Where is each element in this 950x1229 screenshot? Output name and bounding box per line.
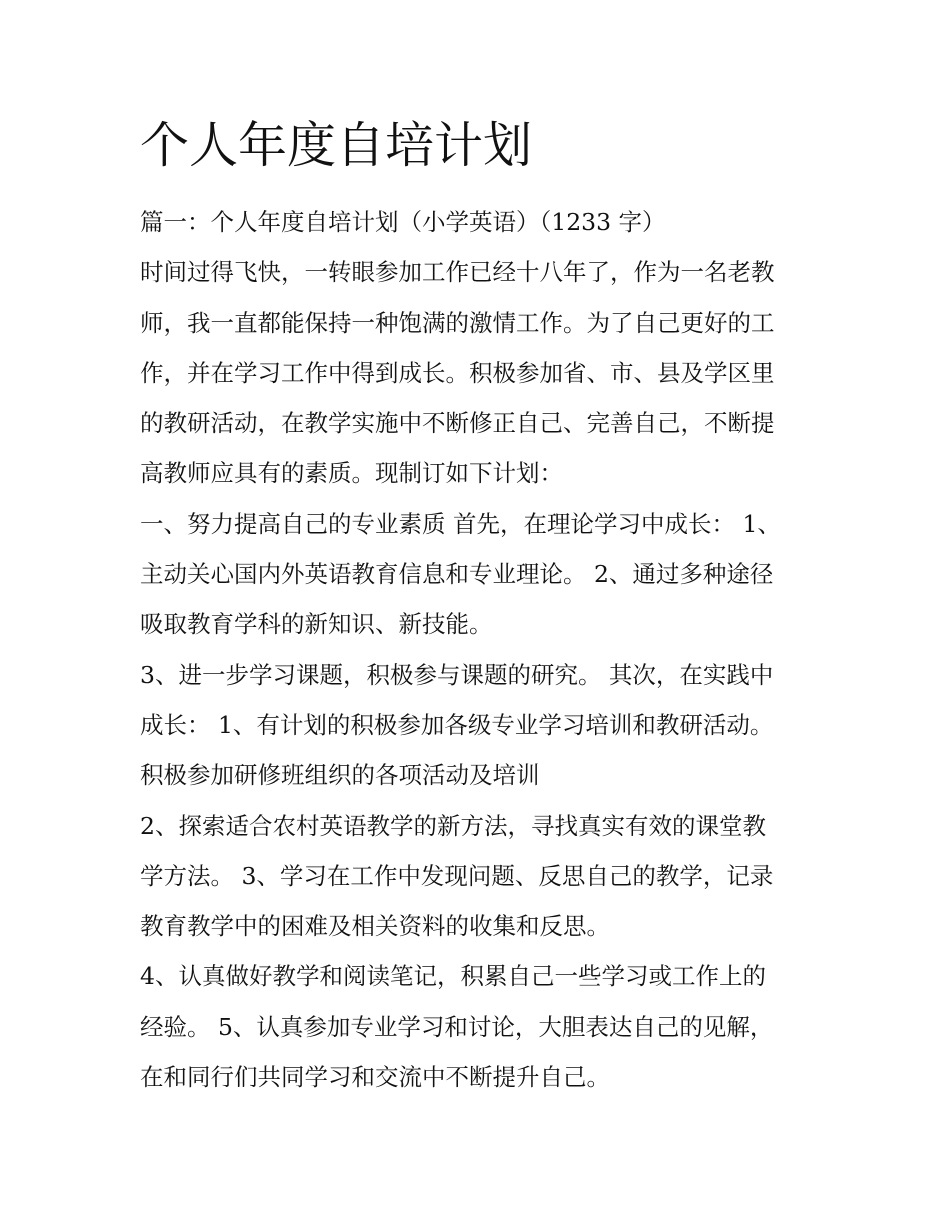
text-line: 一、努力提高自己的专业素质 首先，在理论学习中成长： 1、 (140, 509, 781, 538)
text-line: 师，我一直都能保持一种饱满的激情工作。为了自己更好的工 (140, 308, 775, 337)
text-line: 教育教学中的困难及相关资料的收集和反思。 (140, 912, 610, 941)
text-line: 2、探索适合农村英语教学的新方法，寻找真实有效的课堂教 (140, 811, 766, 840)
text-line: 成长： 1、有计划的积极参加各级专业学习培训和教研活动。 (140, 710, 774, 739)
text-line: 吸取教育学科的新知识、新技能。 (140, 610, 493, 639)
document-body (140, 197, 820, 1102)
text-line: 的教研活动，在教学实施中不断修正自己、完善自己，不断提 (140, 409, 775, 438)
text-line: 学方法。 3、学习在工作中发现问题、反思自己的教学，记录 (140, 861, 774, 890)
document-title: 个人年度自培计划 (140, 117, 533, 174)
text-line: 4、认真做好教学和阅读笔记，积累自己一些学习或工作上的 (140, 962, 766, 991)
text-line: 经验。 5、认真参加专业学习和讨论，大胆表达自己的见解， (140, 1012, 774, 1041)
text-line: 3、进一步学习课题，积极参与课题的研究。 其次，在实践中 (140, 660, 774, 689)
text-line: 高教师应具有的素质。现制订如下计划： (140, 459, 563, 488)
text-line: 篇一：个人年度自培计划（小学英语）（1233 字） (140, 208, 666, 236)
text-line: 作，并在学习工作中得到成长。积极参加省、市、县及学区里 (140, 358, 775, 387)
text-line: 时间过得飞快，一转眼参加工作已经十八年了，作为一名老教 (140, 258, 775, 287)
text-line: 主动关心国内外英语教育信息和专业理论。 2、通过多种途径 (140, 560, 774, 589)
text-line: 在和同行们共同学习和交流中不断提升自己。 (140, 1063, 610, 1092)
text-line: 积极参加研修班组织的各项活动及培训 (140, 761, 540, 790)
